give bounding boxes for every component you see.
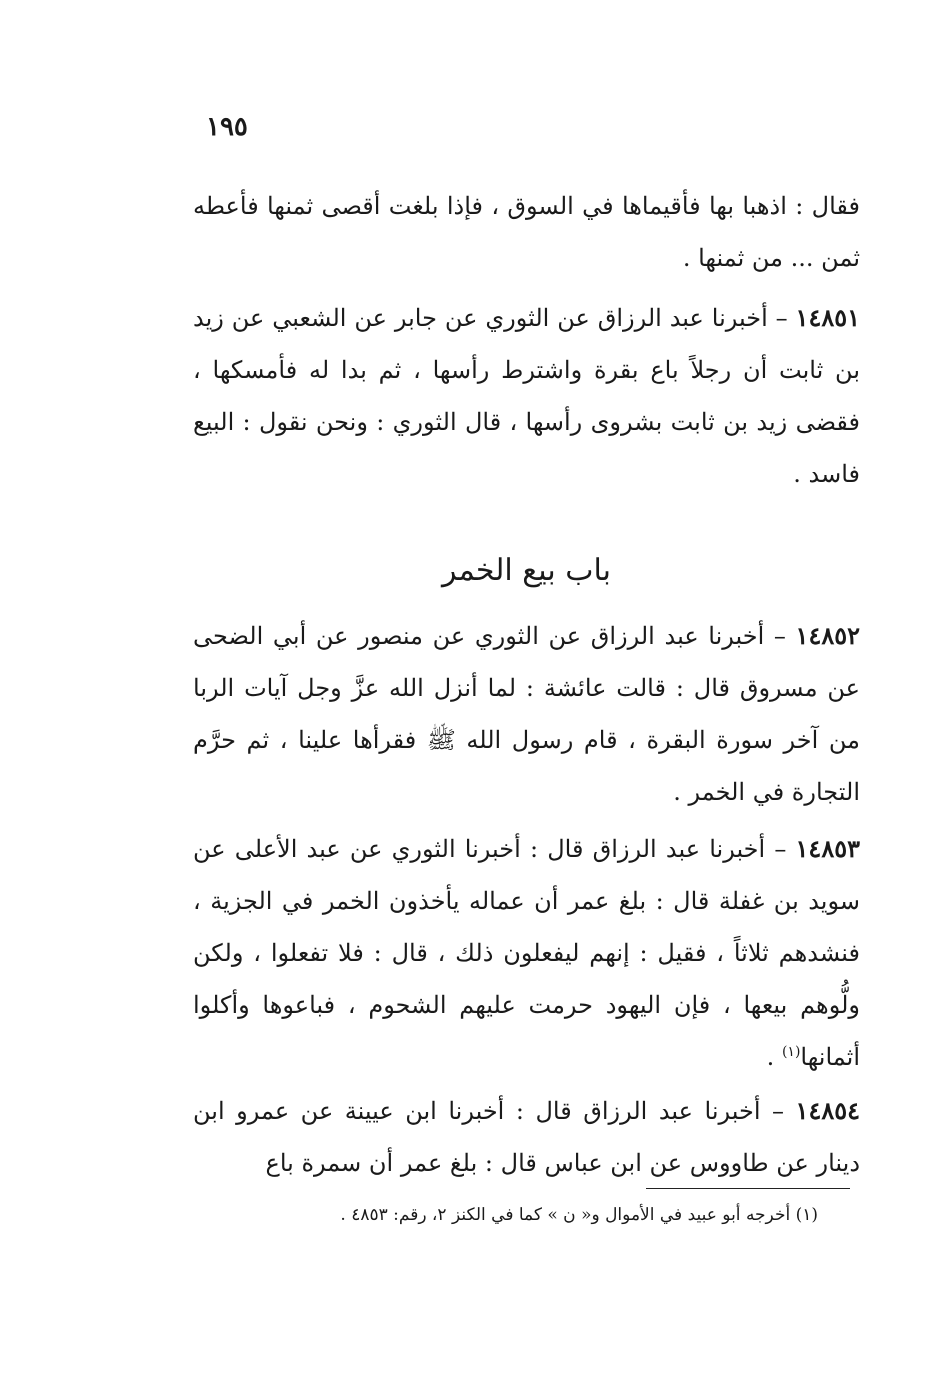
footnote-divider — [646, 1188, 850, 1189]
hadith-number: ١٤٨٥١ — [795, 303, 860, 332]
paragraph-text: – أخبرنا عبد الرزاق قال : أخبرنا الثوري عن عبد الأعلى عن سويد بن غفلة قال : بلغ عمر أن عماله يأخذون الخمر في الجزية ، فنشدهم ثلاثاً ، فقيل : إنهم ليفعلون ذلك ، قال : فلا تفعلوا ، ولكن ولُّوهم بيعها ، فإن اليهود حرمت عليهم الشحوم ، فباعوها وأكلوا أثمانها — [193, 835, 860, 1071]
paragraph-text: فقال : اذهبا بها فأقيماها في السوق ، فإذا بلغت أقصى ثمنها فأعطه ثمن ... من ثمنها . — [193, 192, 860, 272]
paragraph-hadith-14851 — [193, 292, 860, 500]
paragraph-text-end: . — [766, 1043, 782, 1071]
paragraph-text: – أخبرنا عبد الرزاق قال : أخبرنا ابن عيينة عن عمرو ابن دينار عن طاووس عن ابن عباس قال : بلغ عمر أن سمرة باع — [193, 1097, 860, 1177]
footnote-reference[interactable]: (١) — [781, 1044, 801, 1060]
section-heading: باب بيع الخمر — [442, 553, 611, 588]
paragraph-text: – أخبرنا عبد الرزاق عن الثوري عن منصور عن أبي الضحى عن مسروق قال : قالت عائشة : لما أنزل الله عزَّ وجل آيات الربا من آخر سورة البقرة ، قام رسول الله ﷺ فقرأها علينا ، ثم حرَّم التجارة في الخمر . — [193, 622, 861, 806]
paragraph-hadith-14853 — [193, 823, 860, 1083]
paragraph-hadith-14852 — [193, 610, 860, 818]
hadith-number: ١٤٨٥٤ — [795, 1096, 860, 1125]
hadith-number: ١٤٨٥٢ — [795, 621, 860, 650]
paragraph-text: – أخبرنا عبد الرزاق عن الثوري عن جابر عن الشعبي عن زيد بن ثابت أن رجلاً باع بقرة واشترط رأسها ، ثم بدا له فأمسكها ، فقضى زيد بن ثابت بشروى رأسها ، قال الثوري : ونحن نقول : البيع فاسد . — [193, 304, 860, 488]
paragraph-hadith-14854 — [193, 1085, 860, 1189]
page-number: ١٩٥ — [206, 112, 248, 142]
paragraph-continuation — [193, 180, 860, 284]
hadith-number: ١٤٨٥٣ — [795, 834, 860, 863]
footnote: (١) أخرجه أبو عبيد في الأموال و« ن » كما في الكنز ٢، رقم: ٤٨٥٣ . — [340, 1205, 818, 1225]
